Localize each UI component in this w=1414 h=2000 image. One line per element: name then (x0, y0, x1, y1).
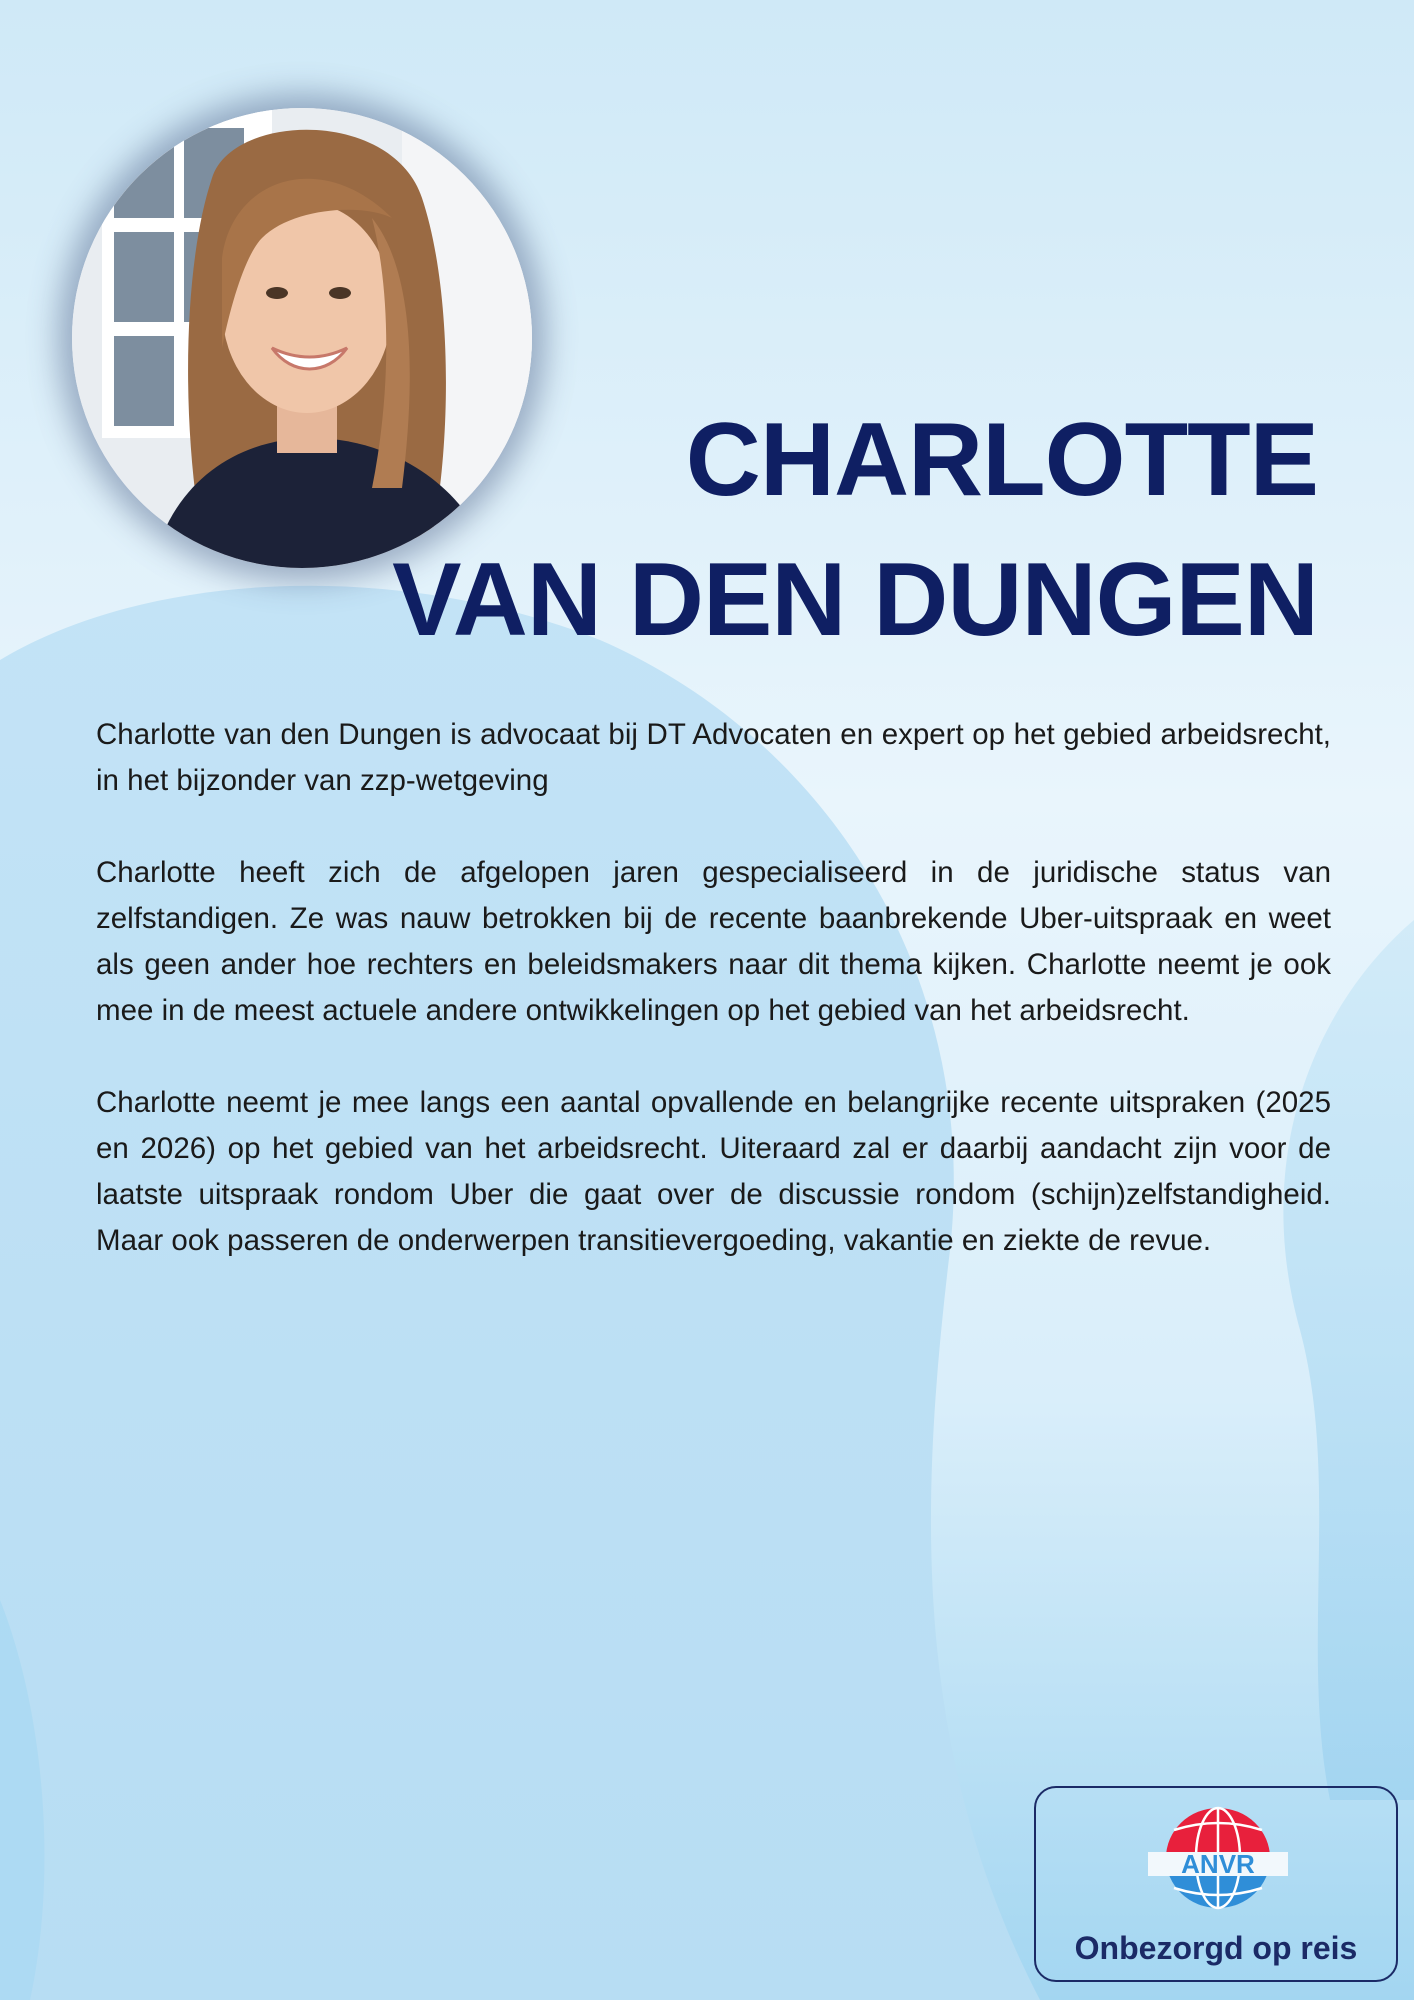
anvr-logo-icon (1148, 1804, 1288, 1912)
anvr-logo-text: ANVR (1181, 1849, 1255, 1879)
speaker-name-line2: VAN DEN DUNGEN (392, 542, 1318, 658)
speaker-name-line1: CHARLOTTE (685, 402, 1318, 518)
bio-paragraph: Charlotte van den Dungen is advocaat bij DT Advocaten en expert op het gebied arbeidsrecht, in het bijzonder van zzp-wetgeving (96, 718, 1331, 797)
speaker-bio (96, 712, 1331, 1310)
bio-paragraph: Charlotte neemt je mee langs een aantal opvallende en belangrijke recente uitspraken (2025 en 2026) op het gebied van het arbeidsrecht. Uiteraard zal er daarbij aandacht zijn voor de laatste uitspraak rondom Uber die gaat over de discussie rondom (schijn)zelfstandigheid. Maar ook passeren de onderwerpen transitievergoeding, vakantie en ziekte de revue. (96, 1086, 1331, 1257)
anvr-badge (1034, 1786, 1398, 1982)
speaker-name (392, 390, 1318, 670)
badge-tagline: Onbezorgd op reis (1074, 1930, 1358, 1966)
bio-paragraph: Charlotte heeft zich de afgelopen jaren gespecialiseerd in de juridische status van zelfstandigen. Ze was nauw betrokken bij de recente baanbrekende Uber-uitspraak en weet als geen ander hoe rechters en beleidsmakers naar dit thema kijken. Charlotte neemt je ook mee in de meest actuele andere ontwikkelingen op het gebied van het arbeidsrecht. (96, 856, 1331, 1027)
